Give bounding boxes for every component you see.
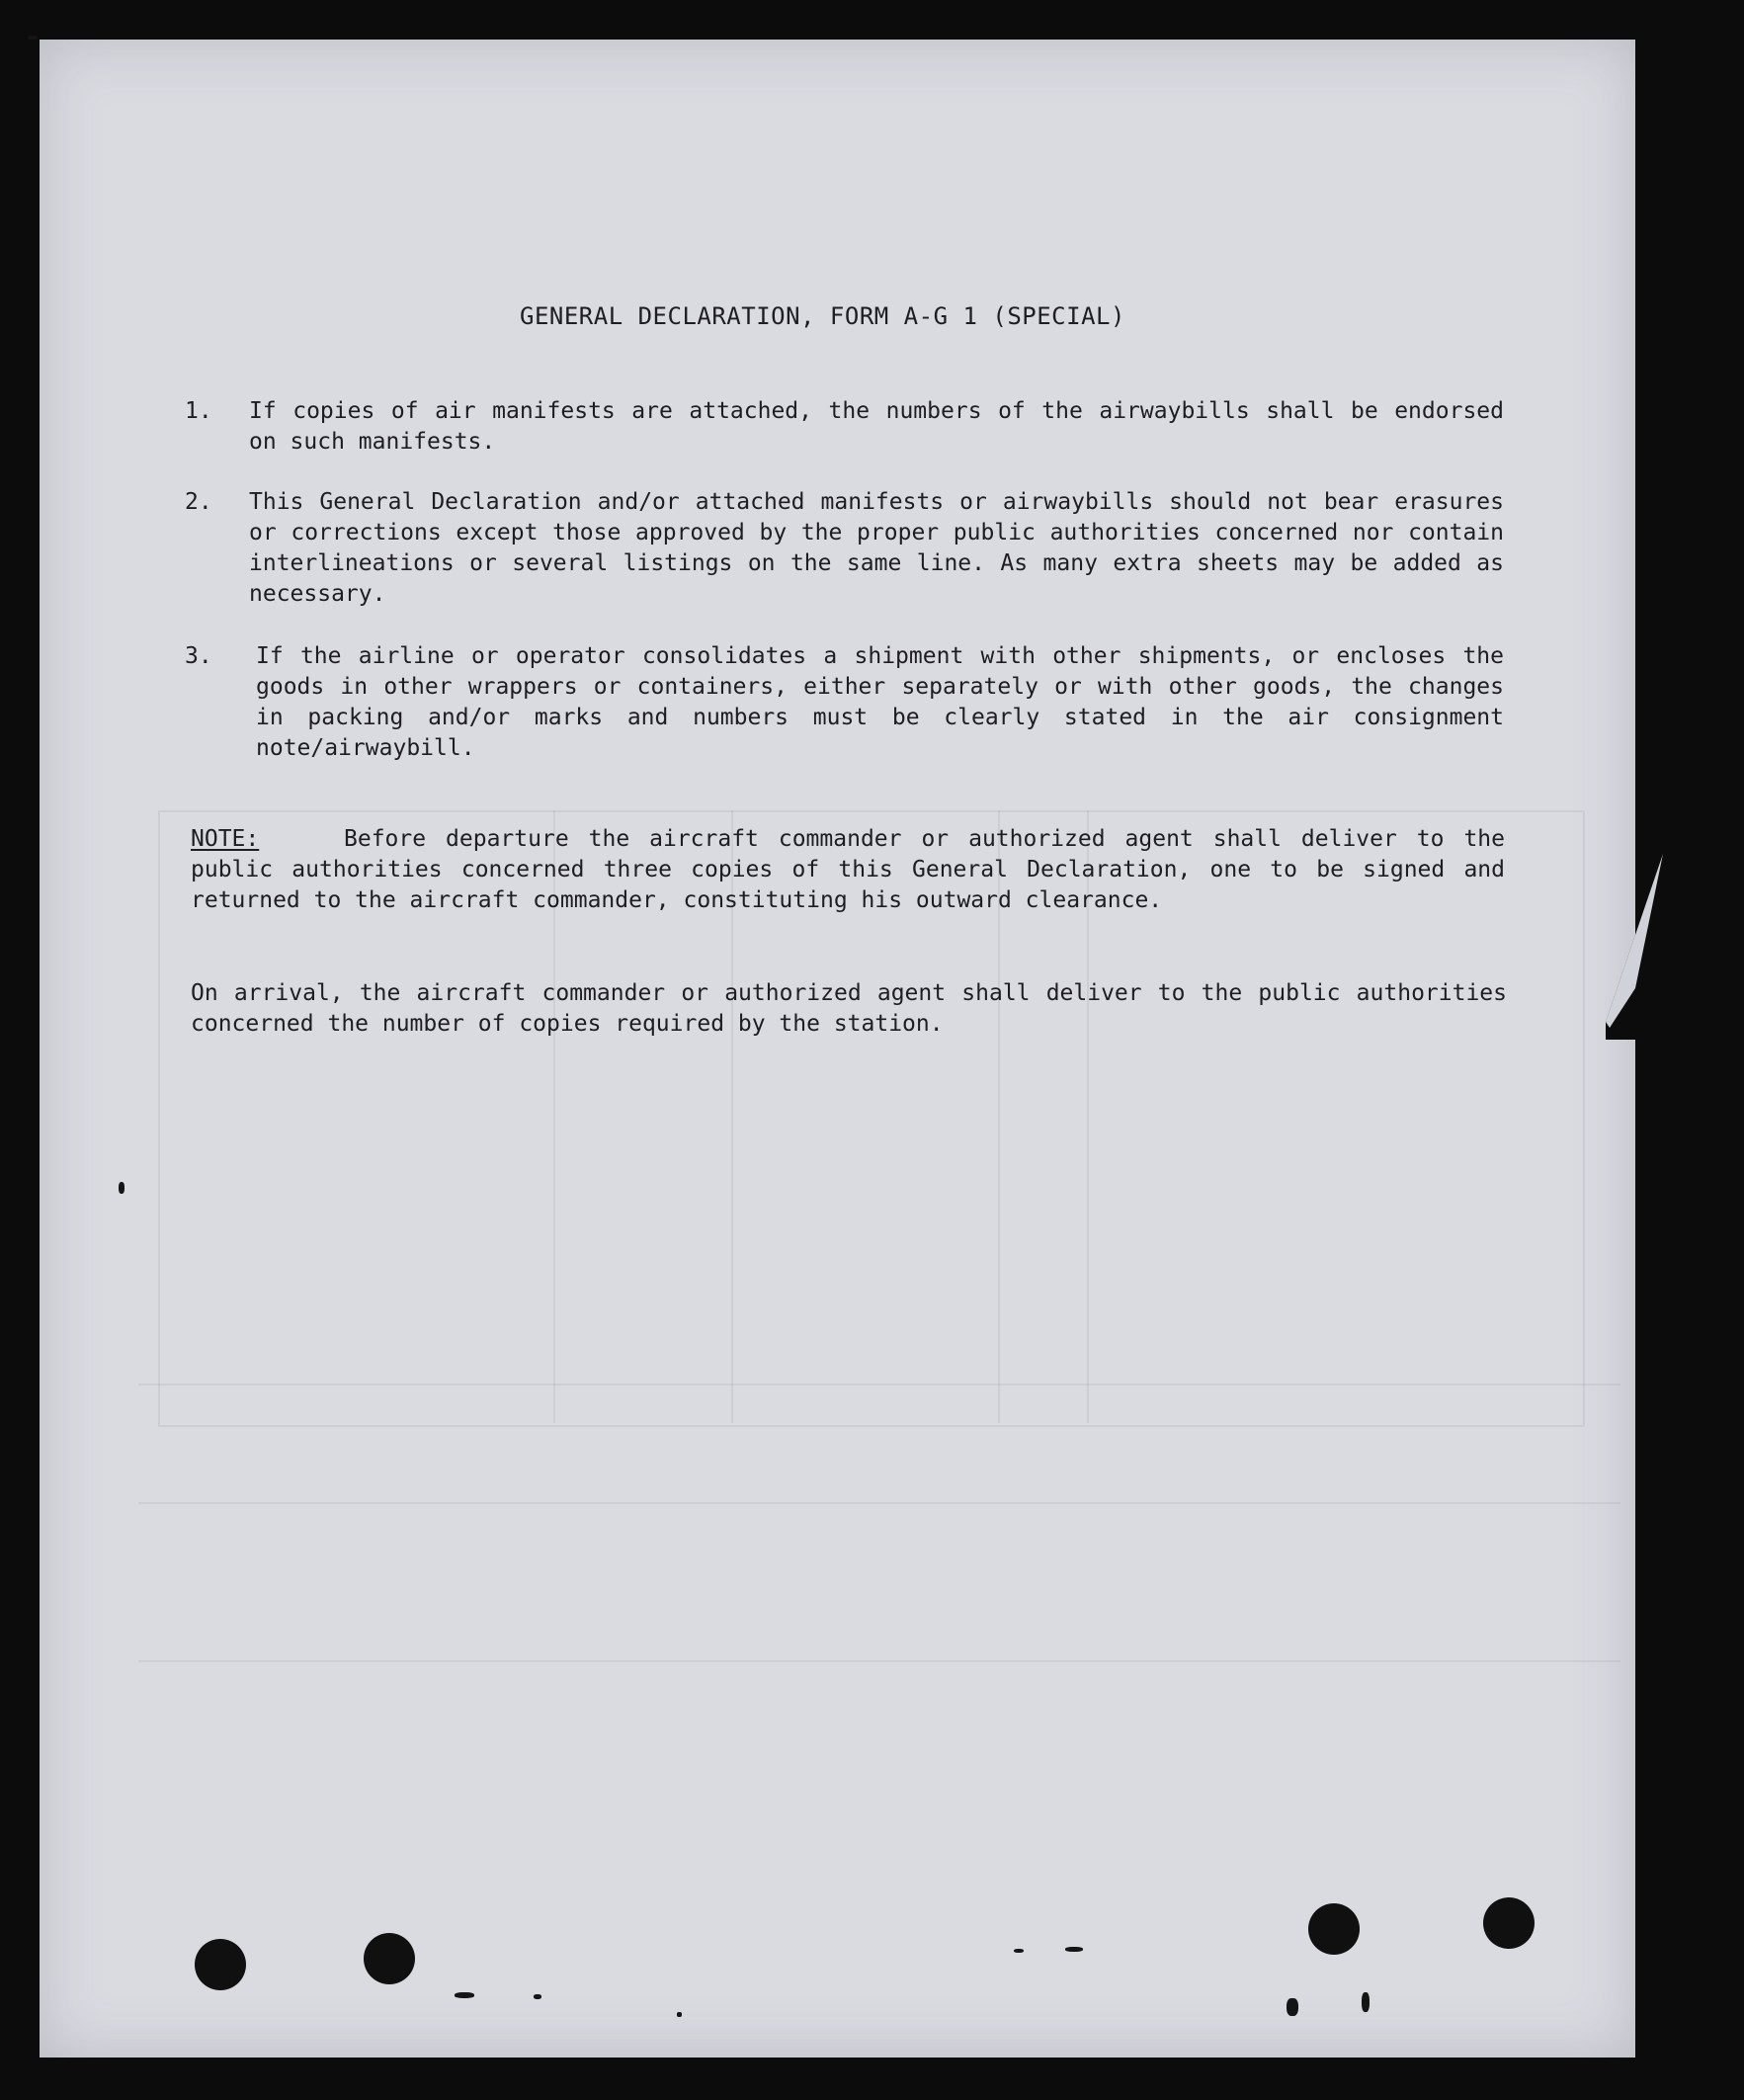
item-text: If the airline or operator consolidates a shipment with other shipments, or encloses the goods in other wrappers or containers, either separately or with other goods, the changes in packing and/or marks and numbers must be clearly stated in the air consignment note/airwaybill. — [256, 643, 1504, 761]
scan-speck — [534, 1994, 541, 1999]
punch-hole — [1483, 1897, 1535, 1949]
instruction-item — [185, 396, 1504, 458]
arrival-paragraph: On arrival, the aircraft commander or authorized agent shall deliver to the public authorities concerned the number of copies required by the station. — [191, 980, 1507, 1037]
punch-hole — [195, 1939, 246, 1990]
item-number: 1. — [185, 398, 212, 424]
note-label: NOTE: — [191, 826, 260, 852]
punch-hole — [1308, 1903, 1360, 1955]
scan-speck — [677, 2012, 682, 2017]
scan-speck — [1287, 1998, 1298, 2016]
paper-sheet — [40, 40, 1635, 2058]
document-title: GENERAL DECLARATION, FORM A-G 1 (SPECIAL) — [520, 302, 1125, 330]
bleed-through-rule — [138, 1384, 1620, 1386]
scan-speck — [119, 1182, 125, 1194]
scan-speck — [1014, 1949, 1024, 1953]
instruction-item — [185, 487, 1504, 610]
item-text: This General Declaration and/or attached manifests or airwaybills should not bear erasures or corrections except those approved by the proper public authorities concerned nor contain interlineations or several listings on the same line. As many extra sheets may be added as necessary. — [249, 489, 1504, 607]
note-paragraph: Before departure the aircraft commander or authorized agent shall deliver to the public authorities concerned three copies of this General Declaration, one to be signed and returned to the aircraft commander, constituting his outward clearance. — [191, 826, 1505, 913]
scan-speck — [1065, 1947, 1083, 1952]
scan-speck — [28, 36, 38, 40]
scan-speck — [455, 1992, 474, 1998]
bleed-through-header — [425, 119, 447, 158]
item-number: 2. — [185, 489, 212, 515]
bleed-through-rule — [138, 1660, 1620, 1662]
punch-hole — [364, 1933, 415, 1984]
bleed-through-rule — [138, 1502, 1620, 1504]
item-text: If copies of air manifests are attached, the numbers of the airwaybills shall be endorsed on such manifests. — [249, 398, 1504, 455]
scan-speck — [1362, 1992, 1370, 2012]
item-number: 3. — [185, 643, 212, 669]
instruction-item — [185, 641, 1504, 764]
